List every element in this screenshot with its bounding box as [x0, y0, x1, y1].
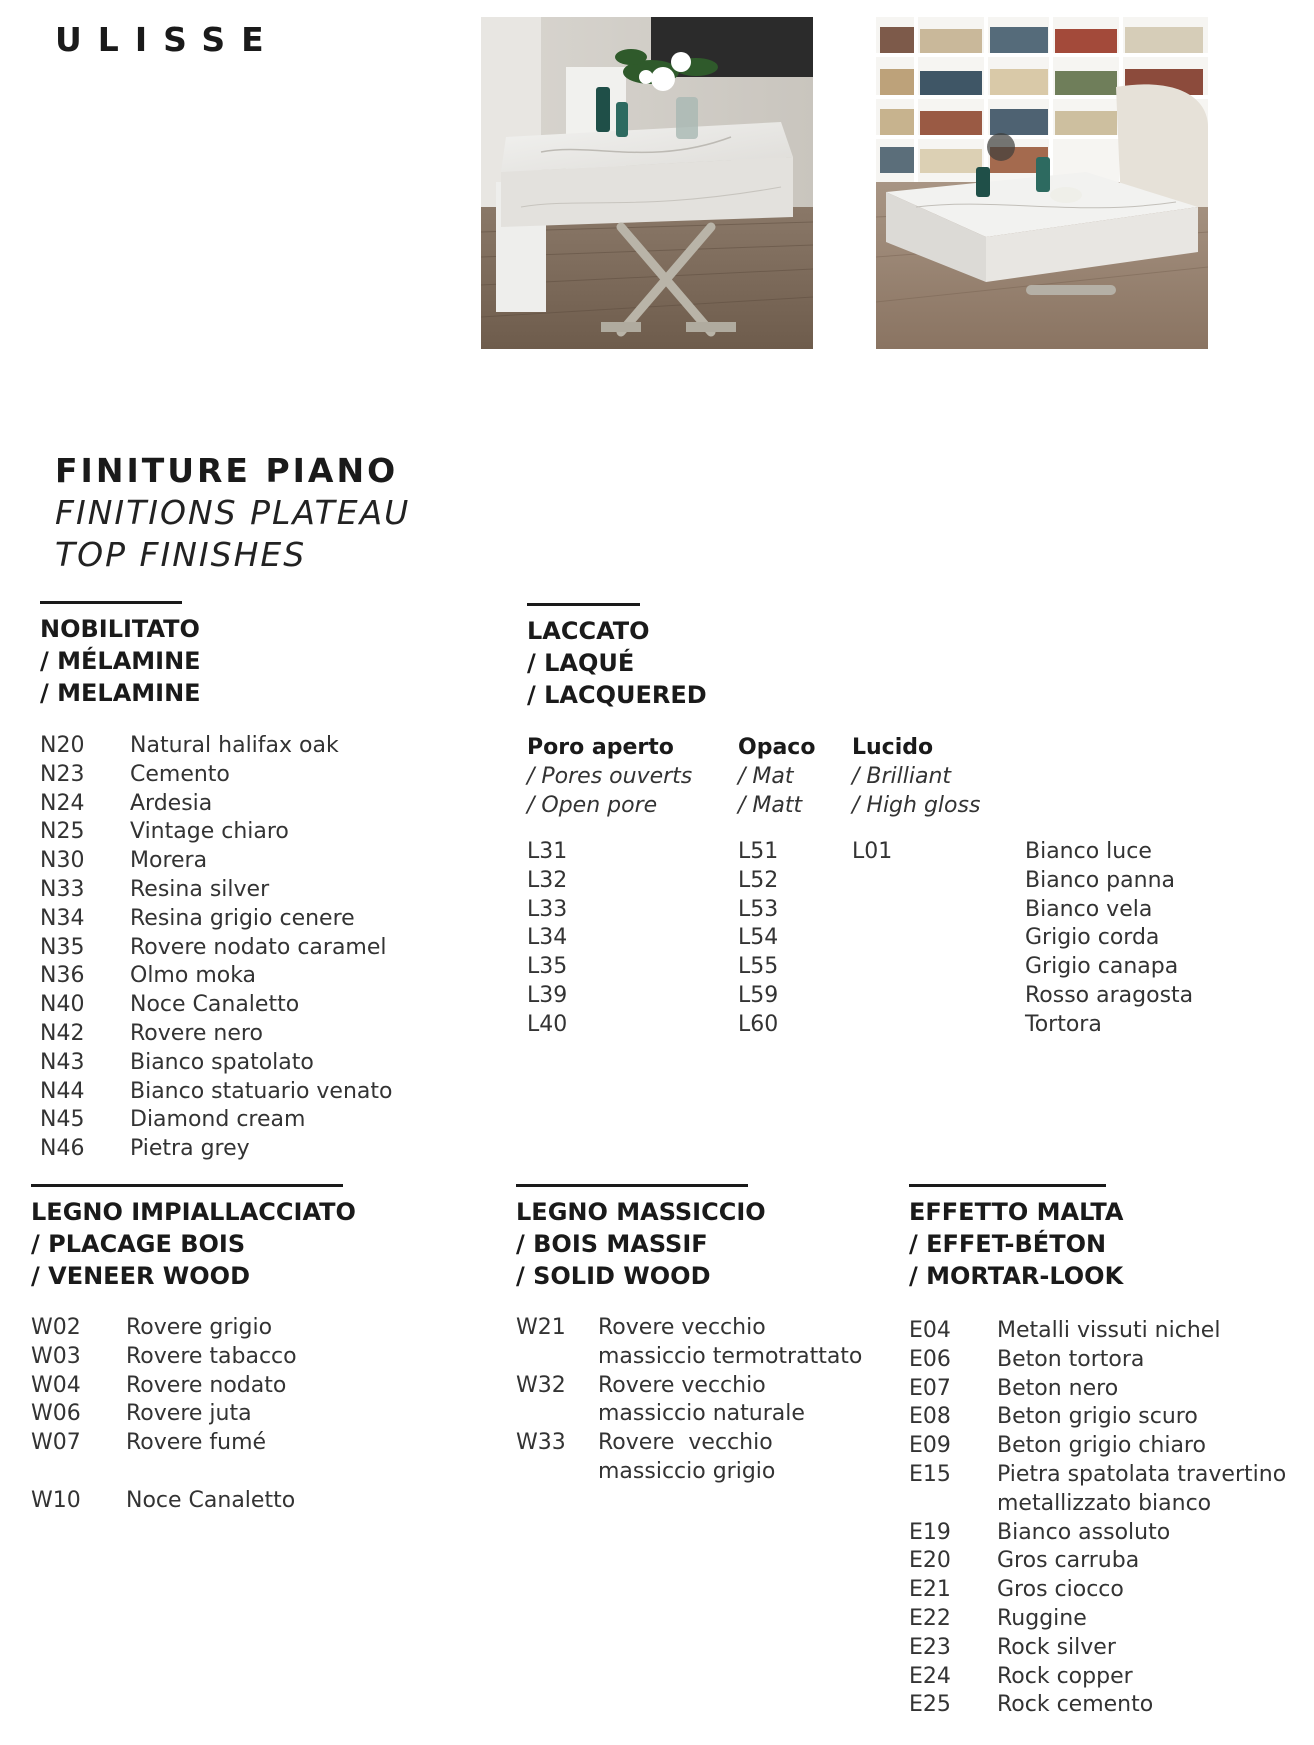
list-item: W21 Rovere vecchio: [516, 1315, 766, 1340]
list-item: E15 Pietra spatolata travertino: [909, 1461, 1287, 1487]
nobilitato-rule: [40, 601, 182, 604]
list-item: E24 Rock copper: [909, 1663, 1133, 1689]
list-item: L53: [738, 896, 779, 922]
list-item: E09 Beton grigio chiaro: [909, 1433, 1206, 1459]
laccato-names: [1025, 838, 1193, 1040]
laccato-opaco-codes: [738, 838, 778, 1040]
list-item: W02 Rovere grigio: [31, 1315, 273, 1340]
massiccio-rule: [516, 1184, 748, 1187]
laccato-title: LACCATO / LAQUÉ / LACQUERED: [527, 617, 707, 709]
laccato-col-poro: Poro aperto / Pores ouverts / Open pore: [527, 735, 693, 818]
laccato-lucido-codes: [852, 838, 892, 867]
list-item: massiccio termotrattato: [598, 1343, 863, 1369]
list-item: E23 Rock silver: [909, 1634, 1116, 1660]
list-item: N40 Noce Canaletto: [40, 992, 300, 1018]
list-item: E22 Ruggine: [909, 1605, 1087, 1631]
laccato-poro-codes: [527, 838, 567, 1040]
list-item: L54: [738, 925, 779, 951]
nobilitato-list: [40, 732, 392, 1164]
section-title: [55, 450, 410, 576]
brand-title: ULISSE: [55, 20, 280, 59]
laccato-rule: [527, 603, 640, 606]
list-item: massiccio naturale: [598, 1401, 805, 1427]
list-item: N20 Natural halifax oak: [40, 733, 339, 758]
list-item: L31: [527, 839, 568, 864]
laccato-col-lucido: Lucido / Brilliant / High gloss: [852, 735, 981, 818]
list-item: E08 Beton grigio scuro: [909, 1404, 1198, 1430]
list-item: N45 Diamond cream: [40, 1107, 306, 1133]
list-item: metallizzato bianco: [997, 1490, 1212, 1516]
list-item: W07 Rovere fumé: [31, 1430, 267, 1456]
list-item: N42 Rovere nero: [40, 1020, 263, 1046]
list-item: L55: [738, 954, 779, 980]
list-item: L51: [738, 839, 779, 864]
list-item: L52: [738, 867, 779, 893]
list-item: N44 Bianco statuario venato: [40, 1078, 393, 1104]
list-item: E06 Beton tortora: [909, 1346, 1145, 1372]
coffee-table-photo: [876, 17, 1208, 349]
list-item: Tortora: [1025, 1011, 1102, 1037]
list-item: N23 Cemento: [40, 761, 230, 787]
list-item: N25 Vintage chiaro: [40, 819, 289, 845]
impiallacciato-list: [31, 1314, 297, 1516]
list-item: Bianco vela: [1025, 896, 1153, 922]
list-item: N34 Resina grigio cenere: [40, 905, 355, 931]
list-item: W06 Rovere juta: [31, 1401, 252, 1427]
list-item: Grigio canapa: [1025, 954, 1179, 980]
list-item: E25 Rock cemento: [909, 1692, 1154, 1718]
title-en: TOP FINISHES: [55, 535, 307, 574]
list-item: L59: [738, 982, 779, 1008]
list-item: L33: [527, 896, 568, 922]
list-item: E21 Gros ciocco: [909, 1577, 1124, 1603]
title-main: FINITURE PIANO: [55, 451, 399, 490]
list-item: N30 Morera: [40, 848, 208, 874]
dining-table-photo: [481, 17, 813, 349]
list-item: L35: [527, 954, 568, 980]
list-item: N43 Bianco spatolato: [40, 1049, 314, 1075]
massiccio-title: LEGNO MASSICCIO / BOIS MASSIF / SOLID WOOD: [516, 1198, 766, 1290]
nobilitato-title: NOBILITATO / MÉLAMINE / MELAMINE: [40, 615, 201, 707]
impiallacciato-title: LEGNO IMPIALLACCIATO / PLACAGE BOIS / VENEER WOOD: [31, 1198, 356, 1290]
list-item: W03 Rovere tabacco: [31, 1343, 297, 1369]
list-item: L01: [852, 839, 893, 864]
massiccio-list: [516, 1314, 862, 1487]
list-item: E04 Metalli vissuti nichel: [909, 1318, 1221, 1343]
list-item: massiccio grigio: [598, 1458, 776, 1484]
list-item: E07 Beton nero: [909, 1375, 1119, 1401]
list-item: E19 Bianco assoluto: [909, 1519, 1171, 1545]
list-item: L34: [527, 925, 568, 951]
malta-title: EFFETTO MALTA / EFFET-BÉTON / MORTAR-LOOK: [909, 1198, 1124, 1290]
list-item: L60: [738, 1011, 779, 1037]
list-item: Bianco panna: [1025, 867, 1175, 893]
list-item: W33 Rovere vecchio: [516, 1430, 773, 1456]
list-item: W32 Rovere vecchio: [516, 1372, 766, 1398]
list-item: N36 Olmo moka: [40, 963, 257, 989]
title-fr: FINITIONS PLATEAU: [55, 493, 411, 532]
malta-rule: [909, 1184, 1106, 1187]
list-item: L32: [527, 867, 568, 893]
impiallacciato-rule: [31, 1184, 343, 1187]
list-item: N24 Ardesia: [40, 790, 213, 816]
list-item: W04 Rovere nodato: [31, 1372, 287, 1398]
list-item: Grigio corda: [1025, 925, 1160, 951]
list-item: W10 Noce Canaletto: [31, 1487, 296, 1513]
list-item: N35 Rovere nodato caramel: [40, 934, 387, 960]
list-item: Rosso aragosta: [1025, 982, 1194, 1008]
list-item: L40: [527, 1011, 568, 1037]
list-item: Bianco luce: [1025, 839, 1152, 864]
list-item: N33 Resina silver: [40, 876, 270, 902]
list-item: E20 Gros carruba: [909, 1548, 1140, 1574]
list-item: N46 Pietra grey: [40, 1136, 250, 1162]
laccato-col-opaco: Opaco / Mat / Matt: [738, 735, 816, 818]
malta-list: [909, 1317, 1286, 1720]
list-item: L39: [527, 982, 568, 1008]
